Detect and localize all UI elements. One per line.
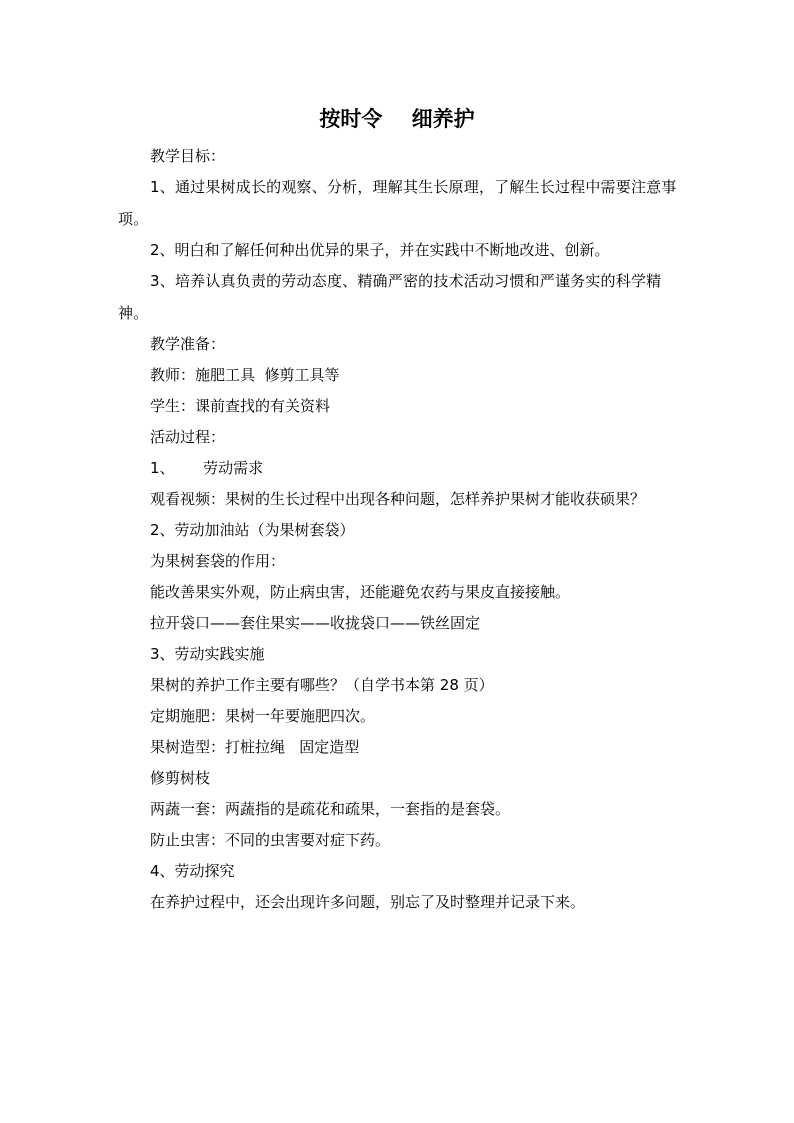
document-body [118,141,678,918]
process-step-1: 1、 劳动需求 [150,459,264,477]
process-text: 拉开袋口——套住果实——收拢袋口——铁丝固定 [150,614,481,632]
process-text: 定期施肥：果树一年要施肥四次。 [150,707,376,725]
objective-item-2: 2、明白和了解任何种出优异的果子，并在实践中不断地改进、创新。 [150,241,610,259]
process-step-4: 4、劳动探究 [150,862,235,880]
process-text: 能改善果实外观，防止病虫害，还能避免农药与果皮直接接触。 [150,583,571,601]
process-text: 果树的养护工作主要有哪些？（自学书本第 28 页） [150,676,494,694]
process-step-2: 2、劳动加油站（为果树套袋） [150,521,355,539]
process-text: 在养护过程中，还会出现许多问题，别忘了及时整理并记录下来。 [150,893,586,911]
objective-item-1: 1、通过果树成长的观察、分析，理解其生长原理，了解生长过程中需要注意事项。 [118,178,677,228]
process-text: 观看视频：果树的生长过程中出现各种问题，怎样养护果树才能收获硕果？ [150,490,646,508]
objective-item-3: 3、培养认真负责的劳动态度、精确严密的技术活动习惯和严谨务实的科学精神。 [118,272,662,322]
document-title: 按时令 细养护 [319,106,475,131]
section-heading-objectives: 教学目标： [150,147,226,165]
process-text: 果树造型：打桩拉绳 固定造型 [150,738,360,756]
section-heading-process: 活动过程： [150,428,226,446]
preparation-teacher: 教师：施肥工具 修剪工具等 [150,366,340,384]
process-text: 为果树套袋的作用： [150,552,286,570]
process-text: 两蔬一套：两蔬指的是疏花和疏果，一套指的是套袋。 [150,800,511,818]
section-heading-preparation: 教学准备： [150,335,226,353]
process-text: 防止虫害：不同的虫害要对症下药。 [150,831,391,849]
preparation-student: 学生：课前查找的有关资料 [150,397,331,415]
process-step-3: 3、劳动实践实施 [150,645,265,663]
process-text: 修剪树枝 [150,769,211,787]
